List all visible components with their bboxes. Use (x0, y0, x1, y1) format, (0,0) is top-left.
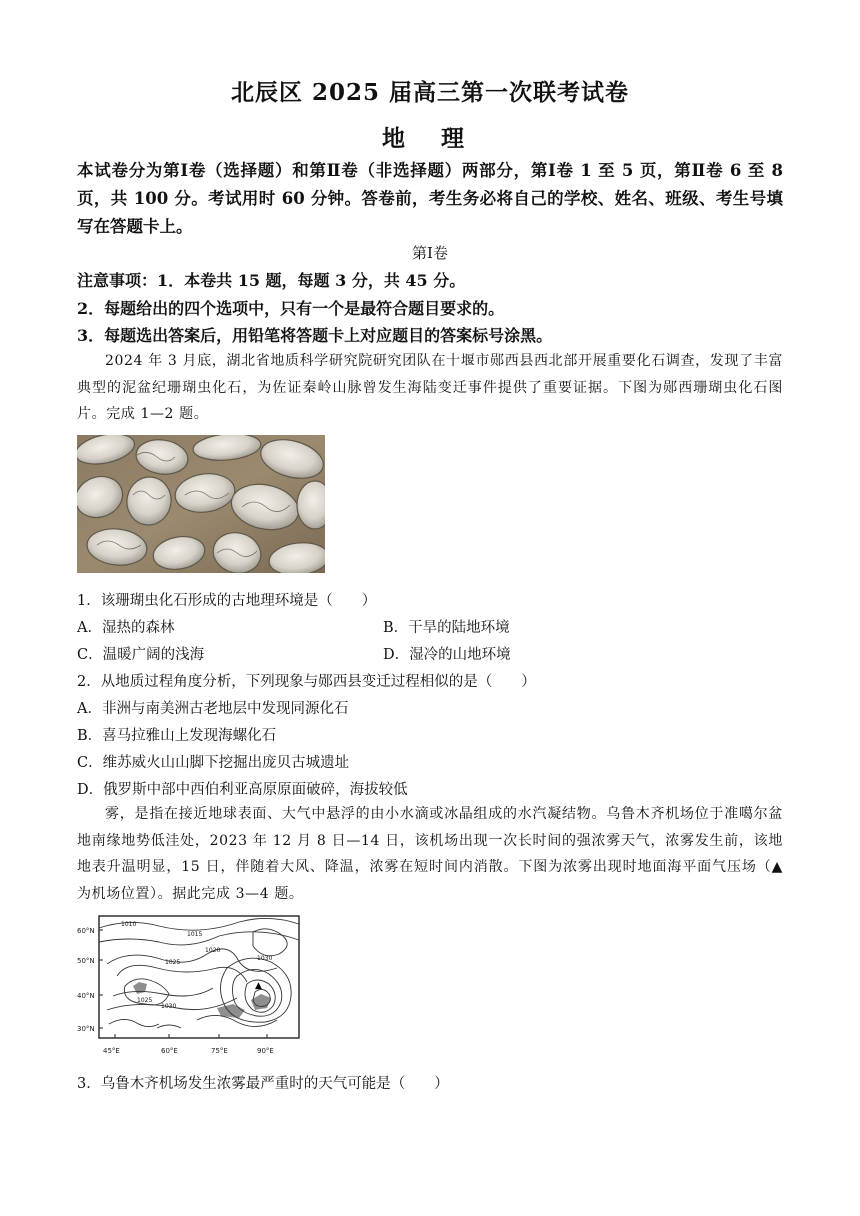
q1-option-d: D．湿冷的山地环境 (383, 647, 511, 663)
section-label: 第Ⅰ卷 (412, 244, 448, 262)
q2-option-d: D．俄罗斯中部中西伯利亚高原原面破碎，海拔较低 (77, 782, 408, 798)
isobar-label-1025-b: 1025 (137, 997, 153, 1004)
q2-option-b: B．喜马拉雅山上发现海螺化石 (77, 728, 277, 744)
lon-label-75: 75°E (211, 1047, 228, 1055)
isobar-label-1020: 1020 (205, 947, 221, 954)
exam-intro: 本试卷分为第Ⅰ卷（选择题）和第Ⅱ卷（非选择题）两部分，第Ⅰ卷 1 至 5 页，第Ⅱ卷 6 至 8 页，共 100 分。考试用时 60 分钟。答卷前，考生务必将自己的学校、姓名、班级、考生号填写在答题卡上。 (77, 161, 783, 236)
lat-labels (77, 927, 95, 1033)
note-2: 2．每题给出的四个选项中，只有一个是最符合题目要求的。 (77, 299, 505, 318)
lat-label-60: 60°N (77, 927, 95, 935)
coral-fossil-image (77, 435, 325, 573)
isobar-label-1025: 1025 (165, 959, 181, 966)
q1-option-a: A．湿热的森林 (77, 620, 175, 636)
lon-labels (103, 1047, 274, 1055)
airport-marker-icon: ▲ (255, 981, 262, 991)
lon-label-45: 45°E (103, 1047, 120, 1055)
question-2: 2．从地质过程角度分析，下列现象与郧西县变迁过程相似的是（ ） (77, 674, 536, 690)
passage-fog: 雾，是指在接近地球表面、大气中悬浮的由小水滴或冰晶组成的水汽凝结物。乌鲁木齐机场位于准噶尔盆地南缘地势低洼处，2023 年 12 月 8 日—14 日，该机场出现一次长时间的强浓雾天气，浓雾发生前，该地地表升温明显，15 日，伴随着大风、降温，浓雾在短时间内消散。下图为浓雾出现时地面海平面气压场（▲为机场位置）。据此完成 3—4 题。 (77, 806, 783, 902)
pressure-map (77, 912, 329, 1060)
subject-title: 地 理 (381, 125, 478, 152)
isobar-label-1030-b: 1030 (161, 1003, 177, 1010)
lat-label-30: 30°N (77, 1025, 95, 1033)
isobar-label-1010: 1010 (121, 921, 137, 928)
note-3: 3．每题选出答案后，用铅笔将答题卡上对应题目的答案标号涂黑。 (77, 326, 553, 345)
note-1: 注意事项：1．本卷共 15 题，每题 3 分，共 45 分。 (77, 271, 466, 290)
q1-option-b: B．干旱的陆地环境 (383, 620, 510, 636)
lon-label-90: 90°E (257, 1047, 274, 1055)
isobar-label-1015: 1015 (187, 931, 203, 938)
q2-option-a: A．非洲与南美洲古老地层中发现同源化石 (77, 701, 349, 717)
question-3: 3．乌鲁木齐机场发生浓雾最严重时的天气可能是（ ） (77, 1076, 449, 1092)
lat-label-40: 40°N (77, 992, 95, 1000)
isobar-label-1030: 1030 (257, 955, 273, 962)
coral-fossil-photo (77, 435, 325, 573)
lon-label-60: 60°E (161, 1047, 178, 1055)
question-1: 1．该珊瑚虫化石形成的古地理环境是（ ） (77, 593, 377, 609)
q2-option-c: C．维苏威火山山脚下挖掘出庞贝古城遗址 (77, 755, 350, 771)
lat-label-50: 50°N (77, 957, 95, 965)
exam-title: 北辰区 2025 届高三第一次联考试卷 (230, 79, 630, 106)
passage-fossil: 2024 年 3 月底，湖北省地质科学研究院研究团队在十堰市郧西县西北部开展重要化石调查，发现了丰富典型的泥盆纪珊瑚虫化石，为佐证秦岭山脉曾发生海陆变迁事件提供了重要证据。下图为郧西珊瑚虫化石图片。完成 1—2 题。 (77, 353, 783, 422)
pressure-map-figure (77, 912, 329, 1060)
q1-option-c: C．温暖广阔的浅海 (77, 647, 205, 663)
